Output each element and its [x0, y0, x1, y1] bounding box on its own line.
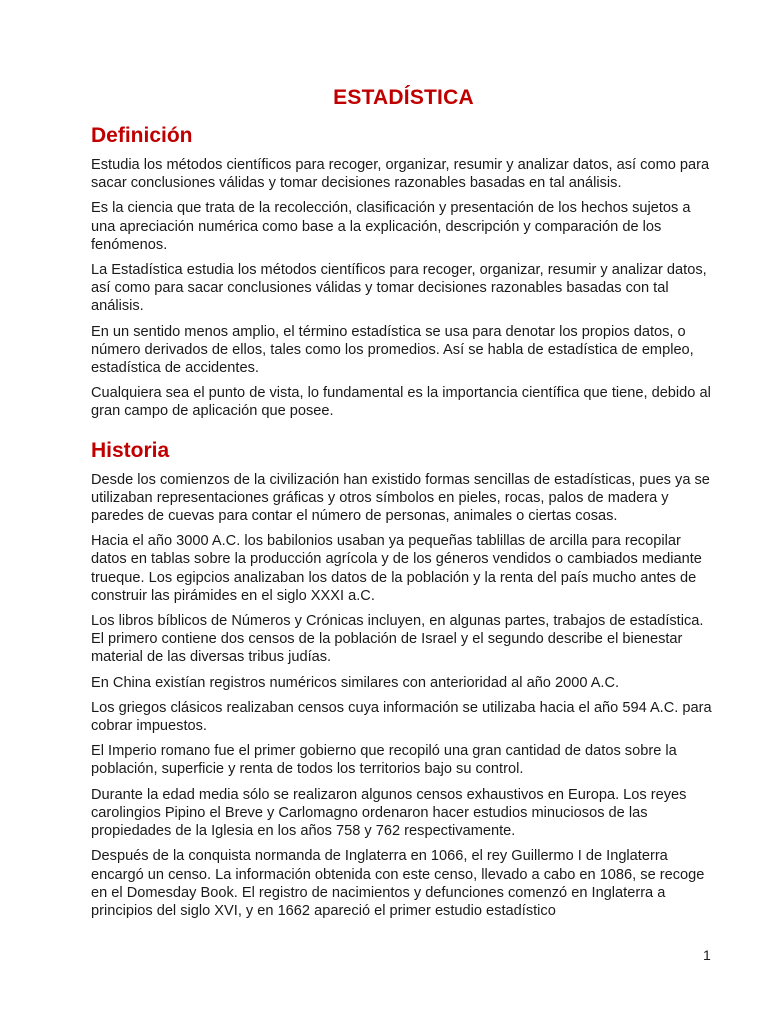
paragraph: En China existían registros numéricos similares con anterioridad al año 2000 A.C. [91, 674, 620, 691]
paragraph: Los libros bíblicos de Números y Crónicas incluyen, en algunas partes, trabajos de estadística. El primero contiene dos censos de la población de Israel y el segundo describe el bienestar material de las diversas tribus judías. [91, 613, 704, 666]
paragraph: En un sentido menos amplio, el término estadística se usa para denotar los propios datos, o número derivados de ellos, tales como los promedios. Así se habla de estadística de empleo, estadística de accidentes. [91, 323, 694, 377]
paragraph: Estudia los métodos científicos para recoger, organizar, resumir y analizar datos, así como para sacar conclusiones válidas y tomar decisiones razonables basadas en tal análisis. [91, 157, 710, 192]
paragraph: Cualquiera sea el punto de vista, lo fundamental es la importancia científica que tiene, debido al gran campo de aplicación que posee. [91, 385, 711, 420]
section-historia [91, 439, 716, 920]
paragraph: Durante la edad media sólo se realizaron algunos censos exhaustivos en Europa. Los reyes carolingios Pipino el Breve y Carlomagno ordenaron hacer estudios minuciosos de las propiedades de la Iglesia en los años 758 y 762 respectivamente. [91, 786, 687, 840]
paragraph: Hacia el año 3000 A.C. los babilonios usaban ya pequeñas tablillas de arcilla para recopilar datos en tablas sobre la producción agrícola y de los géneros vendidos o cambiados mediante trueque. Los egipcios analizaban los datos de la población y la renta del país mucho antes de construir las pirámides en el siglo XXXI a.C. [91, 533, 702, 604]
paragraph: Después de la conquista normanda de Inglaterra en 1066, el rey Guillermo I de Inglaterra encargó un censo. La información obtenida con este censo, llevado a cabo en 1086, se recoge en el Domesday Book. El registro de nacimientos y defunciones comenzó en Inglaterra a principios del siglo XVI, y en 1662 apareció el primer estudio estadístico [91, 848, 705, 919]
paragraph: El Imperio romano fue el primer gobierno que recopiló una gran cantidad de datos sobre la población, superficie y renta de todos los territorios bajo su control. [91, 743, 677, 778]
page-number: 1 [703, 947, 711, 963]
section-definicion [91, 124, 716, 421]
document-page [91, 86, 716, 927]
paragraph: Desde los comienzos de la civilización han existido formas sencillas de estadísticas, pues ya se utilizaban representaciones gráficas y otros símbolos en pieles, rocas, palos de madera y paredes de cuevas para contar el número de personas, animales o ciertas cosas. [91, 471, 710, 525]
document-title: ESTADÍSTICA [333, 86, 474, 109]
paragraph: La Estadística estudia los métodos científicos para recoger, organizar, resumir y analizar datos, así como para sacar conclusiones válidas y tomar decisiones razonables basadas con tal análisis. [91, 262, 707, 315]
paragraph: Es la ciencia que trata de la recolección, clasificación y presentación de los hechos sujetos a una apreciación numérica como base a la explicación, descripción y comparación de los fenómenos. [91, 200, 691, 253]
section-heading-definicion: Definición [91, 124, 193, 147]
section-heading-historia: Historia [91, 438, 170, 462]
paragraph: Los griegos clásicos realizaban censos cuya información se utilizaba hacia el año 594 A.C. para cobrar impuestos. [91, 699, 712, 735]
